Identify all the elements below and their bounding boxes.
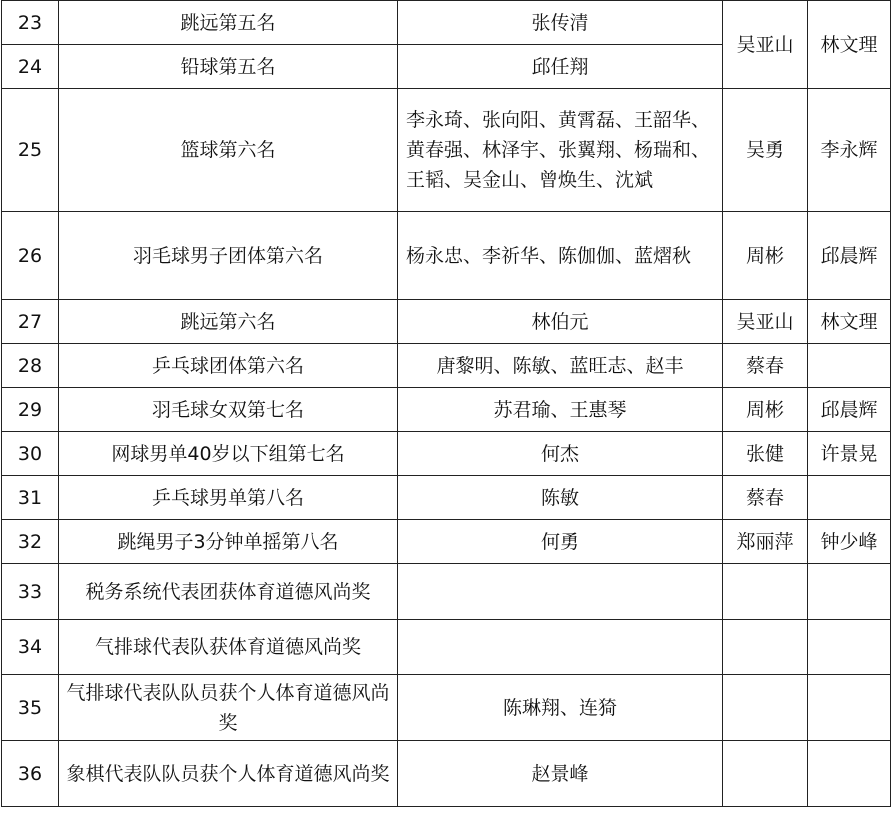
table-row <box>2 476 891 520</box>
leader-cell <box>808 344 891 388</box>
event-cell: 象棋代表队队员获个人体育道德风尚奖 <box>59 741 398 807</box>
leader-cell <box>808 741 891 807</box>
table-row <box>2 564 891 620</box>
coach-cell <box>723 620 808 675</box>
table-row <box>2 432 891 476</box>
leader-cell: 林文理 <box>808 300 891 344</box>
leader-cell <box>808 675 891 741</box>
athletes-cell <box>398 620 723 675</box>
coach-cell: 吴勇 <box>723 89 808 212</box>
athletes-cell: 陈琳翔、连猗 <box>398 675 723 741</box>
event-cell: 跳绳男子3分钟单摇第八名 <box>59 520 398 564</box>
table-row <box>2 620 891 675</box>
row-number: 33 <box>2 564 59 620</box>
row-number: 27 <box>2 300 59 344</box>
leader-cell <box>808 564 891 620</box>
athletes-cell: 唐黎明、陈敏、蓝旺志、赵丰 <box>398 344 723 388</box>
coach-cell <box>723 741 808 807</box>
table-row <box>2 300 891 344</box>
event-cell: 羽毛球女双第七名 <box>59 388 398 432</box>
athletes-cell: 苏君瑜、王惠琴 <box>398 388 723 432</box>
row-number: 25 <box>2 89 59 212</box>
leader-cell: 李永辉 <box>808 89 891 212</box>
row-number: 31 <box>2 476 59 520</box>
athletes-cell: 邱任翔 <box>398 45 723 89</box>
event-cell: 气排球代表队队员获个人体育道德风尚奖 <box>59 675 398 741</box>
event-cell: 税务系统代表团获体育道德风尚奖 <box>59 564 398 620</box>
coach-cell: 蔡春 <box>723 344 808 388</box>
athletes-cell <box>398 564 723 620</box>
leader-cell: 邱晨辉 <box>808 388 891 432</box>
event-cell: 篮球第六名 <box>59 89 398 212</box>
event-cell: 铅球第五名 <box>59 45 398 89</box>
event-cell: 乒乓球团体第六名 <box>59 344 398 388</box>
event-cell: 气排球代表队获体育道德风尚奖 <box>59 620 398 675</box>
table-row <box>2 212 891 300</box>
athletes-cell: 何勇 <box>398 520 723 564</box>
event-cell: 跳远第六名 <box>59 300 398 344</box>
row-number: 36 <box>2 741 59 807</box>
coach-cell: 周彬 <box>723 212 808 300</box>
event-cell: 乒乓球男单第八名 <box>59 476 398 520</box>
leader-cell: 林文理 <box>808 1 891 89</box>
event-cell: 跳远第五名 <box>59 1 398 45</box>
row-number: 34 <box>2 620 59 675</box>
athletes-cell: 赵景峰 <box>398 741 723 807</box>
leader-cell <box>808 476 891 520</box>
table-row <box>2 344 891 388</box>
leader-cell <box>808 620 891 675</box>
athletes-cell: 何杰 <box>398 432 723 476</box>
table-row <box>2 1 891 45</box>
row-number: 23 <box>2 1 59 45</box>
table-row <box>2 520 891 564</box>
coach-cell <box>723 564 808 620</box>
coach-cell <box>723 675 808 741</box>
athletes-cell: 杨永忠、李祈华、陈伽伽、蓝熠秋 <box>398 212 723 300</box>
athletes-cell: 张传清 <box>398 1 723 45</box>
athletes-cell: 李永琦、张向阳、黄霄磊、王韶华、黄春强、林泽宇、张翼翔、杨瑞和、王韬、吴金山、曾焕生、沈斌 <box>398 89 723 212</box>
row-number: 26 <box>2 212 59 300</box>
leader-cell: 邱晨辉 <box>808 212 891 300</box>
coach-cell: 周彬 <box>723 388 808 432</box>
coach-cell: 蔡春 <box>723 476 808 520</box>
table-row <box>2 675 891 741</box>
athletes-cell: 陈敏 <box>398 476 723 520</box>
coach-cell: 张健 <box>723 432 808 476</box>
row-number: 28 <box>2 344 59 388</box>
event-cell: 羽毛球男子团体第六名 <box>59 212 398 300</box>
row-number: 24 <box>2 45 59 89</box>
award-table <box>1 0 891 807</box>
table-row <box>2 741 891 807</box>
leader-cell: 许景晃 <box>808 432 891 476</box>
row-number: 29 <box>2 388 59 432</box>
coach-cell: 郑丽萍 <box>723 520 808 564</box>
athletes-cell: 林伯元 <box>398 300 723 344</box>
table-row <box>2 388 891 432</box>
row-number: 30 <box>2 432 59 476</box>
event-cell: 网球男单40岁以下组第七名 <box>59 432 398 476</box>
row-number: 32 <box>2 520 59 564</box>
coach-cell: 吴亚山 <box>723 300 808 344</box>
leader-cell: 钟少峰 <box>808 520 891 564</box>
row-number: 35 <box>2 675 59 741</box>
coach-cell: 吴亚山 <box>723 1 808 89</box>
table-row <box>2 89 891 212</box>
